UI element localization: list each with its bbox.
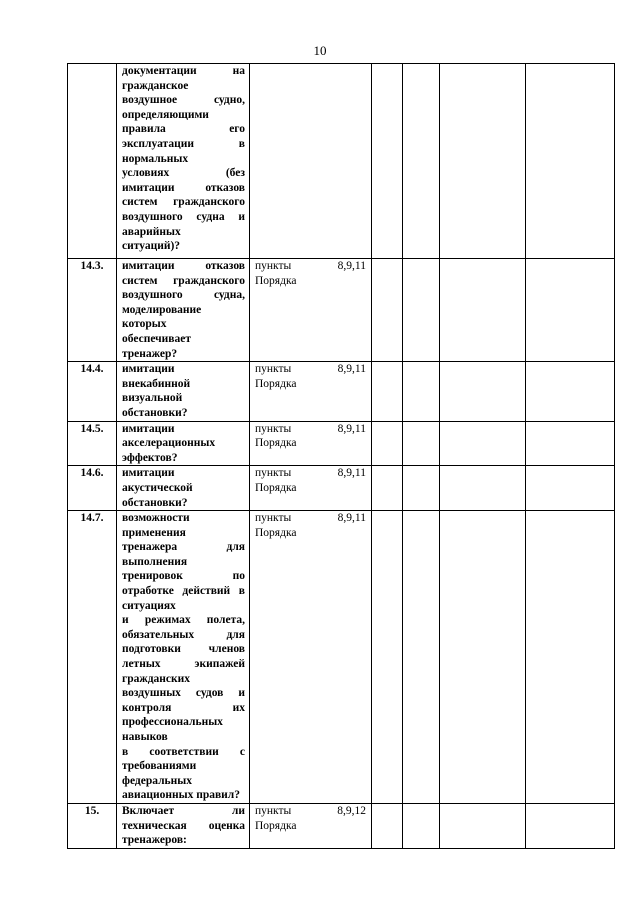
question-line: эксплуатации в — [122, 137, 245, 150]
answer-cell — [526, 421, 615, 466]
reference-source: Порядка — [255, 274, 297, 287]
page-number: 10 — [313, 43, 327, 58]
reference-label: пункты — [255, 260, 292, 272]
question-line: обеспечивает — [122, 332, 191, 345]
answer-cell — [440, 511, 526, 804]
reference-cell — [250, 466, 372, 511]
question-line: федеральных — [122, 774, 192, 787]
reference-value: 8,9,12 — [337, 804, 366, 817]
question-line: тренажеров: — [122, 834, 187, 847]
reference-label: пункты — [255, 512, 292, 525]
question-line: навыков — [122, 731, 168, 743]
reference-cell — [250, 803, 372, 848]
question-line: акустической — [122, 481, 193, 494]
answer-cell — [403, 803, 440, 848]
checklist-table — [67, 63, 615, 849]
question-line: документации на — [122, 65, 245, 77]
reference-cell — [250, 259, 372, 362]
question-line: имитации отказов — [122, 181, 245, 194]
question-line: воздушных судов и — [122, 687, 245, 700]
table-row — [68, 803, 615, 848]
question-line: имитации — [122, 422, 175, 435]
table-row — [68, 421, 615, 466]
reference-cell — [250, 362, 372, 421]
answer-cell — [403, 259, 440, 362]
question-line: гражданское — [122, 79, 189, 92]
question-line: визуальной — [122, 392, 183, 405]
question-line: воздушное судно, — [122, 94, 245, 107]
question-line: подготовки членов — [122, 643, 245, 656]
question-line: систем гражданского — [122, 196, 245, 209]
question-line: имитации отказов — [122, 260, 245, 272]
question-line: обязательных для — [122, 628, 245, 641]
question-cell — [117, 803, 250, 848]
question-line: внекабинной — [122, 377, 191, 390]
question-line: авиационных правил? — [122, 789, 241, 802]
question-line: тренажер? — [122, 347, 178, 360]
reference-source: Порядка — [255, 819, 297, 832]
question-line: систем гражданского — [122, 274, 245, 287]
table-row — [68, 64, 615, 259]
question-line: имитации — [122, 467, 175, 480]
question-line: нормальных — [122, 152, 189, 165]
question-line: летных экипажей — [122, 658, 245, 671]
question-line: определяющими — [122, 108, 209, 121]
table-row — [68, 511, 615, 804]
question-line: выполнения — [122, 555, 188, 568]
answer-cell — [403, 511, 440, 804]
question-cell — [117, 421, 250, 466]
question-line: возможности — [122, 512, 190, 525]
answer-cell — [403, 466, 440, 511]
question-cell — [117, 511, 250, 804]
answer-cell — [372, 362, 403, 421]
answer-cell — [526, 511, 615, 804]
question-line: правила его — [122, 123, 245, 136]
answer-cell — [526, 803, 615, 848]
question-line: имитации — [122, 363, 175, 376]
question-line: в соответствии с — [122, 745, 245, 758]
answer-cell — [526, 362, 615, 421]
reference-source: Порядка — [255, 481, 297, 494]
reference-cell — [250, 64, 372, 259]
item-number: 14.4. — [68, 362, 117, 421]
answer-cell — [372, 511, 403, 804]
item-number: 14.6. — [68, 466, 117, 511]
reference-label: пункты — [255, 422, 292, 435]
question-cell — [117, 466, 250, 511]
answer-cell — [440, 803, 526, 848]
answer-cell — [403, 362, 440, 421]
table-row — [68, 259, 615, 362]
question-line: обстановки? — [122, 496, 188, 509]
question-line: применения — [122, 526, 186, 539]
question-line: моделирование — [122, 303, 202, 316]
question-line: контроля их — [122, 701, 245, 714]
reference-label: пункты — [255, 467, 292, 480]
answer-cell — [526, 466, 615, 511]
answer-cell — [440, 466, 526, 511]
question-line: тренажера для — [122, 541, 245, 554]
answer-cell — [372, 421, 403, 466]
question-cell — [117, 362, 250, 421]
question-cell — [117, 259, 250, 362]
reference-cell — [250, 511, 372, 804]
question-line: тренировок по — [122, 570, 245, 583]
question-line: аварийных — [122, 225, 181, 238]
reference-source: Порядка — [255, 377, 297, 390]
table-row — [68, 362, 615, 421]
question-cell — [117, 64, 250, 259]
question-line: техническая оценка — [122, 819, 245, 832]
item-number — [68, 64, 117, 259]
item-number: 15. — [68, 803, 117, 848]
question-line: воздушного судна и — [122, 210, 245, 223]
question-line: и режимах полета, — [122, 614, 245, 627]
question-line: которых — [122, 318, 167, 331]
answer-cell — [440, 259, 526, 362]
answer-cell — [372, 803, 403, 848]
question-line: эффектов? — [122, 451, 178, 464]
item-number: 14.5. — [68, 421, 117, 466]
reference-value: 8,9,11 — [337, 363, 366, 376]
answer-cell — [403, 64, 440, 259]
answer-cell — [403, 421, 440, 466]
reference-source: Порядка — [255, 437, 297, 450]
answer-cell — [526, 64, 615, 259]
table-row — [68, 466, 615, 511]
question-line: условиях (без — [122, 167, 245, 180]
question-line: акселерационных — [122, 437, 216, 450]
question-line: ситуациях — [122, 599, 176, 612]
reference-label: пункты — [255, 804, 292, 817]
answer-cell — [526, 259, 615, 362]
answer-cell — [372, 466, 403, 511]
question-line: отработке действий в — [122, 585, 245, 598]
reference-value: 8,9,11 — [337, 467, 366, 480]
answer-cell — [440, 421, 526, 466]
question-line: обстановки? — [122, 406, 188, 419]
reference-value: 8,9,11 — [337, 422, 366, 435]
question-line: ситуаций)? — [122, 240, 181, 253]
answer-cell — [372, 64, 403, 259]
answer-cell — [372, 259, 403, 362]
reference-source: Порядка — [255, 526, 297, 539]
question-line: требованиями — [122, 760, 197, 773]
reference-label: пункты — [255, 363, 292, 376]
reference-value: 8,9,11 — [337, 260, 366, 272]
item-number: 14.7. — [68, 511, 117, 804]
question-line: Включает ли — [122, 804, 245, 817]
answer-cell — [440, 64, 526, 259]
reference-value: 8,9,11 — [337, 512, 366, 525]
question-line: профессиональных — [122, 716, 223, 729]
reference-cell — [250, 421, 372, 466]
item-number: 14.3. — [68, 259, 117, 362]
question-line: гражданских — [122, 672, 191, 685]
answer-cell — [440, 362, 526, 421]
question-line: воздушного судна, — [122, 289, 245, 302]
